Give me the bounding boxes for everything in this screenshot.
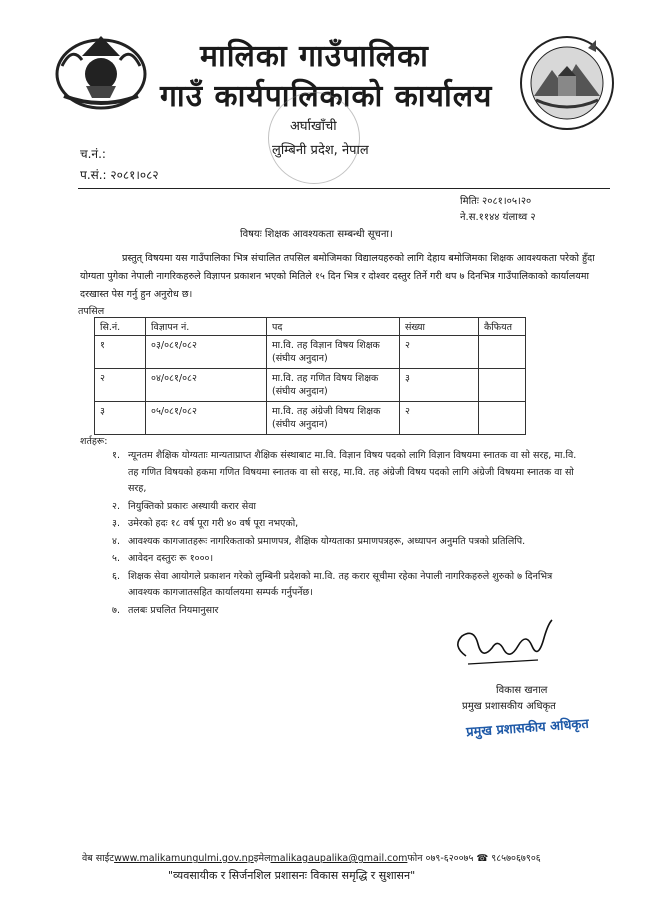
round-stamp	[268, 92, 360, 184]
phone-label: फोन	[407, 853, 423, 864]
term-text: आवश्यक कागजातहरूः नागरिकताको प्रमाणपत्र, शैक्षिक योग्यताका प्रमाणपत्रहरू, अध्यापन अनुमति पत्रको प्रतिलिपि.	[128, 535, 526, 547]
cell-post: मा.वि. तह अंग्रेजी विषय शिक्षक (संघीय अनुदान)	[267, 402, 400, 435]
cell-ad-no: ०४/०८१/०८२	[146, 369, 267, 402]
term-number: ३.	[112, 518, 120, 529]
list-item	[80, 516, 580, 533]
cell-sn: ३	[95, 402, 146, 435]
term-text: आवेदन दस्तुरः रू १०००।	[128, 553, 214, 564]
term-text: न्यूनतम शैक्षिक योग्यताः मान्यताप्राप्त शैक्षिक संस्थाबाट मा.वि. विज्ञान विषय पदको लागि विज्ञान विषयमा स्नातक वा सो सरह, मा.वि. तह गणित विषयको हकमा गणित विषयमा स्नातक वा सो सरह, मा.वि. तह अंग्रेजी विषय पदको लागि अंग्रेजी विषयमा स्नातक वा सो सरह,	[128, 450, 577, 494]
terms-label: शर्तहरू:	[80, 436, 108, 447]
cell-ad-no: ०५/०८१/०८२	[146, 402, 267, 435]
col-header-post: पद	[267, 318, 400, 336]
date-miti: मितिः २०८१।०५।२०	[460, 196, 532, 207]
table-row	[95, 402, 526, 435]
col-header-ad-no: विज्ञापन नं.	[146, 318, 267, 336]
nepal-emblem-icon	[52, 26, 150, 110]
municipality-logo-icon	[518, 34, 616, 132]
vacancy-table	[94, 317, 526, 435]
designation-stamp: प्रमुख प्रशासकीय अधिकृत	[465, 716, 590, 741]
term-number: ४.	[112, 535, 120, 547]
email-link[interactable]: malikagaupalika@gmail.com	[270, 853, 408, 864]
list-item	[80, 534, 580, 551]
table-row	[95, 336, 526, 369]
website-label: वेब साईट	[82, 853, 115, 864]
term-number: २.	[112, 500, 120, 512]
cell-remarks	[479, 336, 526, 369]
notice-subject: विषयः शिक्षक आवश्यकता सम्बन्धी सूचना।	[240, 229, 393, 240]
term-number: ६.	[112, 570, 120, 582]
col-header-count: संख्या	[400, 318, 479, 336]
term-text: तलबः प्रचलित नियमानुसार	[128, 604, 219, 616]
handwritten-signature	[448, 616, 558, 676]
cha-no: च.नं.:	[80, 147, 106, 161]
phone-icon: ☎	[476, 853, 489, 864]
cell-post: मा.वि. तह गणित विषय शिक्षक (संघीय अनुदान)	[267, 369, 400, 402]
header-divider	[78, 188, 610, 189]
col-header-sn: सि.नं.	[95, 318, 146, 336]
email-label: इमेल	[253, 853, 271, 864]
list-item	[80, 569, 580, 602]
date-nepal-sambat: ने.स.११४४ यंलाथ्व २	[460, 212, 536, 223]
mobile-number: ९८५७०६७९०६	[491, 853, 541, 864]
cell-sn: १	[95, 336, 146, 369]
signatory-name: विकास खनाल	[496, 685, 548, 696]
motto: "व्यवसायीक र सिर्जनशिल प्रशासनः विकास समृद्धि र सुशासन"	[168, 869, 416, 882]
term-text: उमेरको हदः १८ वर्ष पूरा गरी ४० वर्ष पूरा नभएको,	[128, 518, 299, 529]
term-text: नियुक्तिको प्रकारः अस्थायी करार सेवा	[128, 500, 256, 512]
cell-count: २	[400, 402, 479, 435]
term-number: १.	[112, 450, 120, 461]
phone-number: ०७९-६२००७५	[425, 853, 474, 864]
cell-remarks	[479, 369, 526, 402]
term-number: ७.	[112, 604, 120, 616]
office-district: अर्घाखाँची	[290, 119, 337, 134]
cell-ad-no: ०३/०८१/०८२	[146, 336, 267, 369]
footer-contact	[82, 851, 541, 864]
office-name-line2: गाउँ कार्यपालिकाको कार्यालय	[160, 79, 493, 114]
table-row	[95, 369, 526, 402]
table-header-row	[95, 318, 526, 336]
signatory-title: प्रमुख प्रशासकीय अधिकृत	[462, 701, 556, 712]
list-item	[80, 448, 580, 498]
term-text: शिक्षक सेवा आयोगले प्रकाशन गरेको लुम्बिनी प्रदेशको मा.वि. तह करार सूचीमा रहेका नेपाली नागरिकहरुले शुरुको ७ दिनभित्र आवश्यक कागजातसहित कार्यालयमा सम्पर्क गर्नुपर्नेछ।	[128, 570, 553, 598]
website-link[interactable]: www.malikamungulmi.gov.np	[114, 853, 254, 864]
list-item	[80, 499, 580, 516]
office-province: लुम्बिनी प्रदेश, नेपाल	[272, 143, 369, 158]
cell-sn: २	[95, 369, 146, 402]
cell-count: ३	[400, 369, 479, 402]
table-label: तपसिल	[78, 306, 105, 317]
terms-list	[80, 448, 580, 620]
notice-body: प्रस्तुत् विषयमा यस गाउँपालिका भित्र संचालित तपसिल बमोजिमका विद्यालयहरुको लागि देहाय बमोजिमका शिक्षक आवश्यकता परेको हुँदा योग्यता पुगेका नेपाली नागरिकहरुले विज्ञापन प्रकाशन भएको मितिले १५ दिन भित्र र दोश्वर दस्तुर तिर्ने गरी थप ७ दिनभित्र गाउँपालिकाको कार्यालयमा दरखास्त पेस गर्नु हुन अनुरोध छ।	[80, 253, 595, 300]
pa-sa: प.सं.: २०८१।०८२	[80, 168, 159, 182]
cell-remarks	[479, 402, 526, 435]
term-number: ५.	[112, 553, 120, 564]
col-header-remarks: कैफियत	[479, 318, 526, 336]
list-item	[80, 551, 580, 568]
cell-count: २	[400, 336, 479, 369]
cell-post: मा.वि. तह विज्ञान विषय शिक्षक (संघीय अनुदान)	[267, 336, 400, 369]
office-name-line1: मालिका गाउँपालिका	[200, 39, 429, 74]
